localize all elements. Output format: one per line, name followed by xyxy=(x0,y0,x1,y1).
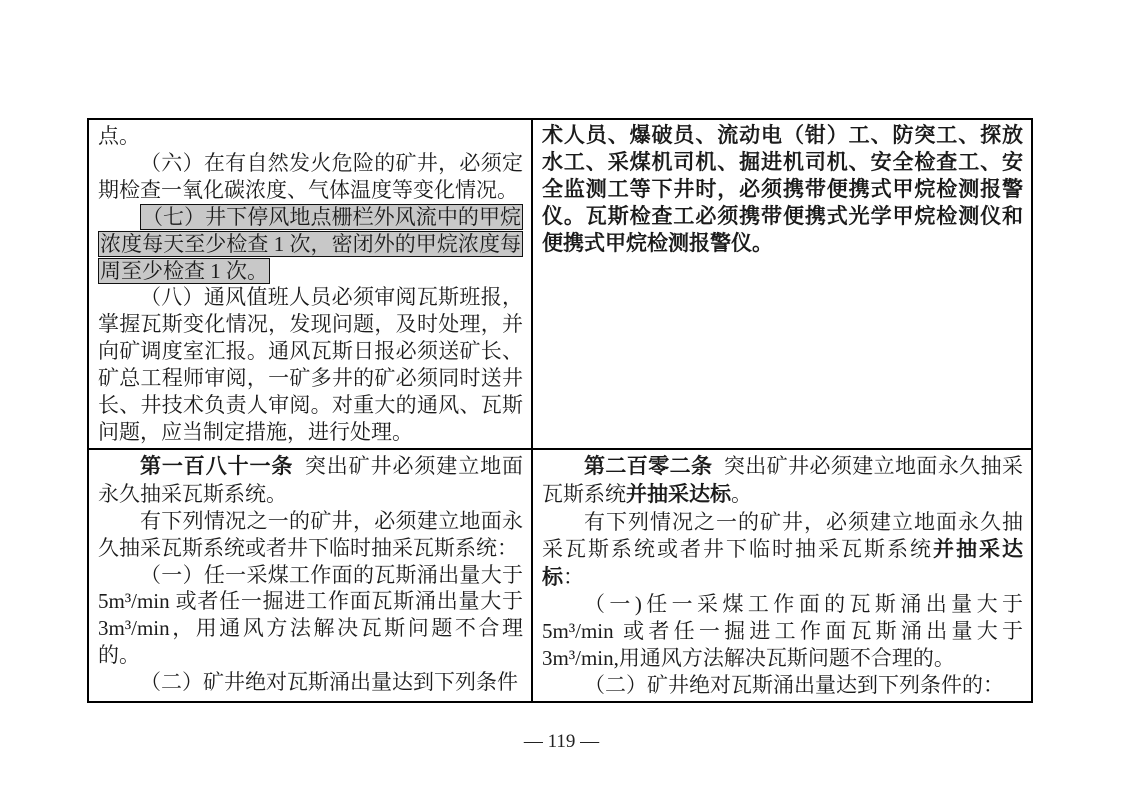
article-202-intro-bold-phrase: 并抽采达标 xyxy=(542,537,1023,589)
article-181-paragraph xyxy=(98,453,523,508)
highlighted-text: （七）井下停风地点栅栏外风流中的甲烷浓度每天至少检查 1 次，密闭外的甲烷浓度每周至少检查 1 次。 xyxy=(100,204,521,283)
cell-row2-right xyxy=(533,450,1031,701)
article-202-item-2: （二）矿井绝对瓦斯涌出量达到下列条件的： xyxy=(584,673,1004,698)
article-202-item-1: （一)任一采煤工作面的瓦斯涌出量大于 5m³/min 或者任一掘进工作面瓦斯涌出量大于 3m³/min,用通风方法解决瓦斯问题不合理的。 xyxy=(542,592,1023,671)
article-202-intro-text: 有下列情况之一的矿井，必须建立地面永久抽采瓦斯系统或者井下临时抽采瓦斯系统 xyxy=(542,509,1023,561)
article-181-number: 第一百八十一条 xyxy=(140,454,294,478)
article-202-number: 第二百零二条 xyxy=(584,454,713,478)
paragraph-continuation: 点。 xyxy=(98,124,140,148)
revised-text-paragraph: 术人员、爆破员、流动电（钳）工、防突工、探放水工、采煤机司机、掘进机司机、安全检查工、安全监测工等下井时，必须携带便携式甲烷检测报警仪。瓦斯检查工必须携带便携式光学甲烷检测仪和便携式甲烷检测报警仪。 xyxy=(542,124,1023,255)
clause-6-paragraph: （六）在有自然发火危险的矿井，必须定期检查一氧化碳浓度、气体温度等变化情况。 xyxy=(98,150,523,202)
article-202-conditions-intro xyxy=(542,509,1023,592)
article-202-body: 突出矿井必须建立地面永久抽采瓦斯系统 xyxy=(542,453,1024,506)
article-202-paragraph xyxy=(542,453,1023,509)
cell-row2-left xyxy=(89,450,533,701)
article-202-bold-phrase: 并抽采达标 xyxy=(626,482,731,506)
cell-row1-left xyxy=(89,120,533,450)
article-181-item-2: （二）矿井绝对瓦斯涌出量达到下列条件 xyxy=(140,670,518,695)
regulation-comparison-table xyxy=(87,118,1033,703)
clause-7-paragraph xyxy=(98,204,523,285)
article-181-body: 突出矿井必须建立地面永久抽采瓦斯系统。 xyxy=(98,453,524,506)
article-181-conditions-intro: 有下列情况之一的矿井，必须建立地面永久抽采瓦斯系统或者井下临时抽采瓦斯系统： xyxy=(98,508,523,560)
article-202-intro-tail: ： xyxy=(563,564,584,589)
page-number: — 119 — xyxy=(523,731,600,752)
article-181-item-1: （一）任一采煤工作面的瓦斯涌出量大于 5m³/min 或者任一掘进工作面瓦斯涌出量大于 3m³/min，用通风方法解决瓦斯问题不合理的。 xyxy=(98,562,523,668)
clause-8-paragraph: （八）通风值班人员必须审阅瓦斯班报，掌握瓦斯变化情况，发现问题，及时处理，并向矿调度室汇报。通风瓦斯日报必须送矿长、矿总工程师审阅，一矿多井的矿必须同时送井长、井技术负责人审阅。对重大的通风、瓦斯问题，应当制定措施，进行处理。 xyxy=(98,285,523,444)
article-202-body-tail: 。 xyxy=(731,481,752,506)
cell-row1-right xyxy=(533,120,1031,450)
